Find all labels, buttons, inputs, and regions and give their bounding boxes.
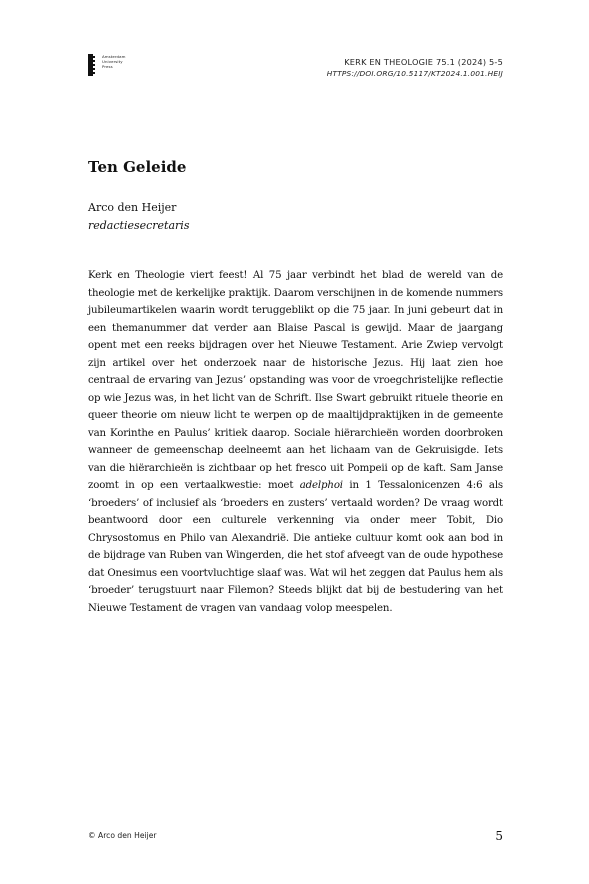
doi-link[interactable]: HTTPS://DOI.ORG/10.5117/KT2024.1.001.HEIJ bbox=[326, 69, 503, 78]
author-block bbox=[88, 199, 189, 235]
body-paragraph bbox=[88, 267, 503, 617]
publisher-logo bbox=[88, 54, 125, 76]
article-body bbox=[88, 267, 503, 617]
journal-citation: KERK EN THEOLOGIE 75.1 (2024) 5-5 bbox=[344, 57, 503, 67]
body-text-part-2: in 1 Tessalonicenzen 4:6 als ‘broeders’ of inclusief als ‘broeders en zusters’ vertaald worden? De vraag wordt beantwoord door een culturele verkenning via onder meer Tobit, Dio Chrysostomus en Philo van Alexandrië. Die antieke cultuur komt ook aan bod in de bijdrage van Ruben van Wingerden, die het stof afveegt van de oude hypothese dat Onesimus een voortvluchtige slaaf was. Wat wil het zeggen dat Paulus hem als ‘broeder’ terugstuurt naar Filemon? Steeds blijkt dat bij de bestudering van het Nieuwe Testament de vragen van vandaag volop meespelen. bbox=[88, 480, 503, 614]
copyright-notice: © Arco den Heijer bbox=[88, 831, 157, 840]
logo-line-3: Press bbox=[102, 64, 113, 69]
article-title: Ten Geleide bbox=[88, 158, 187, 176]
amsterdam-university-press-logo-icon bbox=[88, 54, 96, 76]
author-name: Arco den Heijer bbox=[88, 201, 177, 214]
body-italic-term: adelphoi bbox=[299, 480, 343, 491]
running-header bbox=[327, 56, 503, 80]
page-number: 5 bbox=[495, 829, 503, 843]
author-role: redactiesecretaris bbox=[88, 219, 190, 232]
logo-text bbox=[102, 54, 125, 69]
logo-line-1: Amsterdam bbox=[102, 54, 126, 59]
logo-line-2: University bbox=[102, 59, 123, 64]
body-text-part-1: Kerk en Theologie viert feest! Al 75 jaar verbindt het blad de wereld van de theologie met de kerkelijke praktijk. Daarom verschijnen in de komende nummers jubileumartikelen waarin wordt teruggeblikt op die 75 jaar. In juni gebeurt dat in een themanummer dat verder aan Blaise Pascal is gewijd. Maar de jaargang opent met een reeks bijdragen over het Nieuwe Testament. Arie Zwiep vervolgt zijn artikel over het onderzoek naar de historische Jezus. Hij laat zien hoe centraal de ervaring van Jezus’ opstanding was voor de vroegchristelijke reflectie op wie Jezus was, in het licht van de Schrift. Ilse Swart gebruikt rituele theorie en queer theorie om nieuw licht te werpen op de maaltijdpraktijken in de gemeente van Korinthe en Paulus’ kritiek daarop. Sociale hiërarchieën worden doorbroken wanneer de gemeenschap deelneemt aan het lichaam van de Gekruisigde. Iets van die hiërarchieën is zichtbaar op het fresco uit Pompeii op de kaft. Sam Janse zoomt in op een vertaalkwestie: moet bbox=[88, 270, 503, 491]
